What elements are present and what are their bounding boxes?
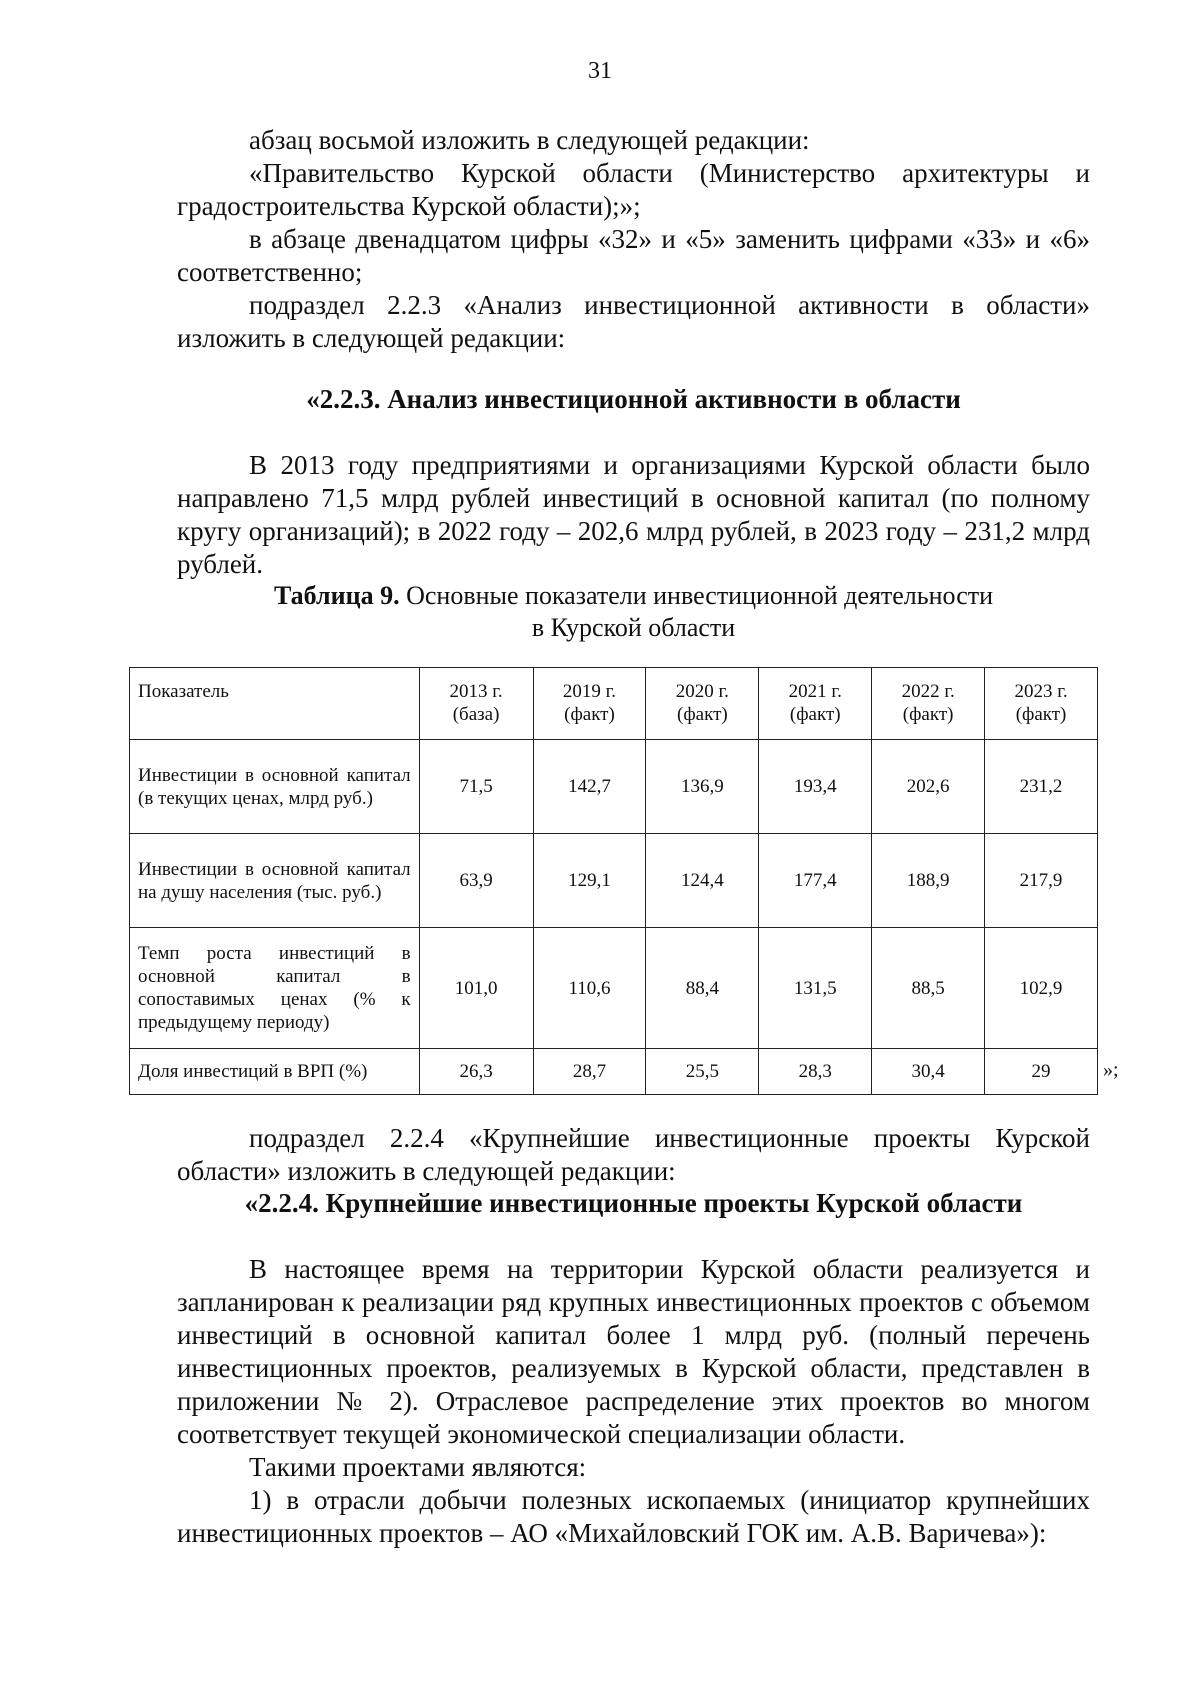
intro-paragraph: абзац восьмой изложить в следующей редакции:: [249, 125, 810, 155]
intro-paragraph: подраздел 2.2.3 «Анализ инвестиционной активности в области» изложить в следующей редакции:: [177, 290, 1090, 353]
table-cell: 71,5: [419, 740, 533, 834]
header-year: 2020 г. (факт): [646, 668, 759, 740]
table-cell: 26,3: [419, 1049, 533, 1095]
table-cell: 28,3: [759, 1049, 872, 1095]
section-224-paragraph: 1) в отрасли добычи полезных ископаемых (инициатор крупнейших инвестиционных проектов – АО «Михайловский ГОК им. А.В. Варичева»):: [177, 1485, 1090, 1548]
table-header-row: [130, 668, 1098, 740]
section-224-paragraph: В настоящее время на территории Курской области реализуется и запланирован к реализации ряд крупных инвестиционных проектов с объемом инвестиций в основной капитал более 1 млрд руб. (полный перечень инвестиционных проектов, реализуемых в Курской области, представлен в приложении № 2). Отраслевое распределение этих проектов во многом соответствует текущей экономической специализации области.: [177, 1254, 1090, 1449]
section-224-intro-text: [177, 1122, 1090, 1188]
header-indicator: Показатель: [130, 668, 420, 740]
header-year: 2019 г. (факт): [533, 668, 646, 740]
section-223-paragraph: В 2013 году предприятиями и организациями Курской области было направлено 71,5 млрд рублей инвестиций в основной капитал (по полному кругу организаций); в 2022 году – 202,6 млрд рублей, в 2023 году – 231,2 млрд рублей.: [177, 450, 1090, 579]
section-224-intro: подраздел 2.2.4 «Крупнейшие инвестиционные проекты Курской области» изложить в следующей редакции:: [177, 1123, 1090, 1186]
table-caption-text: в Курской области: [531, 613, 736, 642]
header-year: 2013 г. (база): [419, 668, 533, 740]
table-row: [130, 740, 1098, 834]
table-cell: 63,9: [419, 834, 533, 928]
header-year: 2023 г. (факт): [985, 668, 1098, 740]
table-cell: 217,9: [985, 834, 1098, 928]
table-cell: 30,4: [872, 1049, 985, 1095]
table-cell: 142,7: [533, 740, 646, 834]
table-cell: 101,0: [419, 928, 533, 1049]
section-224-text: [177, 1253, 1090, 1550]
table-cell: 231,2: [985, 740, 1098, 834]
intro-paragraph: в абзаце двенадцатом цифры «32» и «5» заменить цифрами «33» и «6» соответственно;: [177, 224, 1090, 287]
table-cell: 110,6: [533, 928, 646, 1049]
table-cell: 202,6: [872, 740, 985, 834]
table-cell: 102,9: [985, 928, 1098, 1049]
row-label: Доля инвестиций в ВРП (%): [130, 1049, 420, 1095]
section-223-text: [177, 449, 1090, 581]
table-row: [130, 928, 1098, 1049]
table-cell: 124,4: [646, 834, 759, 928]
header-year: 2022 г. (факт): [872, 668, 985, 740]
row-label: Инвестиции в основной капитал (в текущих ценах, млрд руб.): [130, 740, 420, 834]
intro-text: [177, 124, 1090, 355]
table-cell: 29: [985, 1049, 1098, 1095]
table-cell: 193,4: [759, 740, 872, 834]
table-caption-label: Таблица 9.: [273, 581, 400, 610]
table-caption-text: Основные показатели инвестиционной деятельности: [399, 581, 994, 610]
page-number: 31: [588, 58, 612, 84]
investment-table: [129, 667, 1098, 1095]
header-year: 2021 г. (факт): [759, 668, 872, 740]
row-label: Темп роста инвестиций в основной капитал в сопоставимых ценах (% к предыдущему периоду): [130, 928, 420, 1049]
table-row: [130, 1049, 1098, 1095]
table-cell: 88,4: [646, 928, 759, 1049]
table-cell: 28,7: [533, 1049, 646, 1095]
table-cell: 129,1: [533, 834, 646, 928]
row-label: Инвестиции в основной капитал на душу населения (тыс. руб.): [130, 834, 420, 928]
table-cell: 25,5: [646, 1049, 759, 1095]
intro-paragraph: «Правительство Курской области (Министерство архитектуры и градостроительства Курской области);»;: [177, 158, 1090, 221]
table-cell: 88,5: [872, 928, 985, 1049]
table-cell: 131,5: [759, 928, 872, 1049]
section-223-heading: «2.2.3. Анализ инвестиционной активности в области: [306, 384, 961, 414]
table-cell: 136,9: [646, 740, 759, 834]
section-224-paragraph: Такими проектами являются:: [249, 1452, 587, 1482]
table-row: [130, 834, 1098, 928]
section-224-heading: «2.2.4. Крупнейшие инвестиционные проекты Курской области: [244, 1188, 1023, 1218]
table-cell: 188,9: [872, 834, 985, 928]
table-caption: [177, 580, 1090, 644]
table-closing-mark: »;: [1103, 1059, 1119, 1081]
table-cell: 177,4: [759, 834, 872, 928]
